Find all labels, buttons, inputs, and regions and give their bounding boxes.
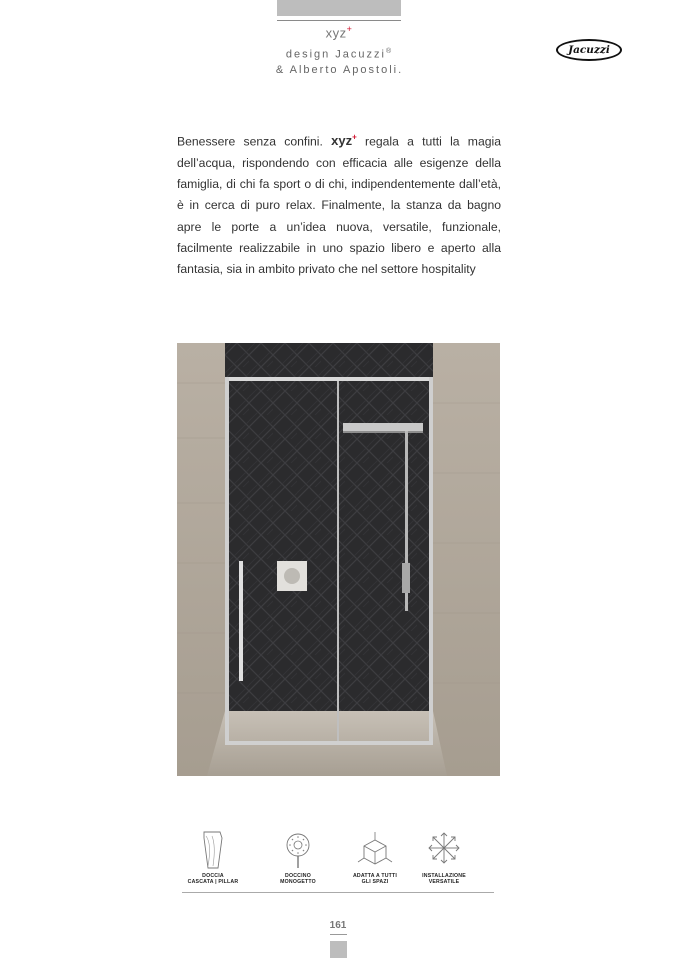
feature-waterfall: DOCCIA CASCATA | PILLAR (178, 830, 248, 885)
feature-hand-shower: DOCCINO MONOGETTO (263, 830, 333, 885)
top-rule (277, 20, 401, 21)
top-bar (277, 0, 401, 16)
arrows-expand-icon (426, 830, 462, 870)
cube-space-icon (357, 830, 393, 870)
waterfall-shower-icon (198, 830, 228, 870)
page-footer-block (330, 941, 347, 958)
feature-adaptable: ADATTA A TUTTI GLI SPAZI (340, 830, 410, 885)
intro-paragraph: Benessere senza confini. xyz+ regala a tutti la magia dell’acqua, rispondendo con efficacia alle esigenze della famiglia, di chi fa sport o di chi, indipendentemente dall’età, è in cerca di puro relax. Finalmente, la stanza da bagno apre le porte a un’idea nuova, versatile, funzionale, facilmente realizzabile in uno spazio libero e aperto alla fantasia, sia in ambito privato che nel settore hospitality (177, 133, 501, 277)
jacuzzi-logo: Jacuzzi (556, 39, 622, 61)
feature-icons (184, 830, 484, 890)
inline-brand: xyz+ (331, 133, 357, 149)
page-number: 161 (329, 920, 347, 931)
design-credit: design Jacuzzi® & Alberto Apostoli. (275, 48, 404, 76)
hand-shower-icon (283, 830, 313, 870)
icons-rule (182, 892, 494, 893)
page-number-rule (330, 934, 347, 935)
shower-photo (177, 343, 500, 776)
feature-installation: INSTALLAZIONE VERSATILE (409, 830, 479, 885)
product-name: xyz+ (325, 24, 353, 41)
